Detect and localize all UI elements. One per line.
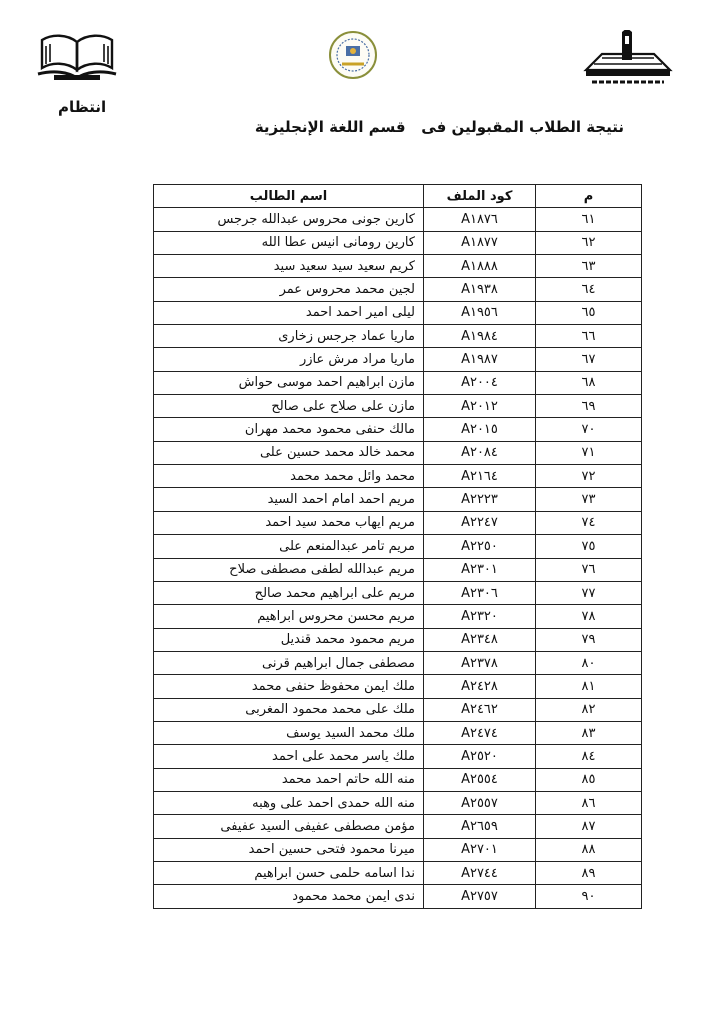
row-number-cell: ٦٦: [536, 325, 642, 348]
student-name-cell: كريم سعيد سيد سعيد سيد: [154, 255, 424, 278]
row-number-cell: ٨٤: [536, 745, 642, 768]
file-code-cell: A١٩٥٦: [424, 301, 536, 324]
student-name-cell: مريم على ابراهيم محمد صالح: [154, 581, 424, 604]
table-row: [154, 535, 642, 558]
student-name-cell: كارين رومانى انيس عطا الله: [154, 231, 424, 254]
table-row: [154, 231, 642, 254]
file-code-cell: A٢٤٦٢: [424, 698, 536, 721]
table-row: [154, 581, 642, 604]
table-row: [154, 815, 642, 838]
student-name-cell: مازن ابراهيم احمد موسى حواش: [154, 371, 424, 394]
file-code-cell: A١٨٧٦: [424, 208, 536, 231]
file-code-cell: A١٨٧٧: [424, 231, 536, 254]
row-number-cell: ٨١: [536, 675, 642, 698]
student-name-cell: ماريا مراد مرش عازر: [154, 348, 424, 371]
row-number-cell: ٧٥: [536, 535, 642, 558]
table-row: [154, 768, 642, 791]
file-code-cell: A٢٥٥٧: [424, 791, 536, 814]
file-code-cell: A٢٧٥٧: [424, 885, 536, 908]
student-name-cell: مؤمن مصطفى عفيفى السيد عفيفى: [154, 815, 424, 838]
page-title: نتيجة الطلاب المقبولين فى قسم اللغة الإنجليزية: [254, 118, 624, 136]
student-name-cell: لجين محمد محروس عمر: [154, 278, 424, 301]
row-number-cell: ٨٩: [536, 861, 642, 884]
row-number-cell: ٨٠: [536, 651, 642, 674]
file-code-cell: A٢٥٥٤: [424, 768, 536, 791]
accepted-students-table: [153, 184, 642, 909]
file-code-cell: A٢٠١٢: [424, 395, 536, 418]
row-number-cell: ٧٧: [536, 581, 642, 604]
table-row: [154, 278, 642, 301]
file-code-cell: A٢٧٠١: [424, 838, 536, 861]
table-body: [154, 208, 642, 908]
student-name-cell: محمد خالد محمد حسين على: [154, 441, 424, 464]
table-row: [154, 255, 642, 278]
row-number-cell: ٨٥: [536, 768, 642, 791]
table-row: [154, 208, 642, 231]
faculty-seal-logo-icon: [328, 30, 378, 80]
file-code-cell: A٢٤٧٤: [424, 721, 536, 744]
file-code-cell: A٢٢٢٣: [424, 488, 536, 511]
table-row: [154, 745, 642, 768]
student-name-cell: مريم عبدالله لطفى مصطفى صلاح: [154, 558, 424, 581]
file-code-cell: A٢٣٠١: [424, 558, 536, 581]
row-number-cell: ٨٣: [536, 721, 642, 744]
row-number-cell: ٦٢: [536, 231, 642, 254]
student-name-cell: مريم محسن محروس ابراهيم: [154, 605, 424, 628]
table-row: [154, 558, 642, 581]
student-name-cell: ملك محمد السيد يوسف: [154, 721, 424, 744]
table-row: [154, 605, 642, 628]
file-code-cell: A٢٥٢٠: [424, 745, 536, 768]
column-header-number: م: [536, 185, 642, 208]
file-code-cell: A٢٠٨٤: [424, 441, 536, 464]
row-number-cell: ٨٧: [536, 815, 642, 838]
student-name-cell: ماريا عماد جرجس زخارى: [154, 325, 424, 348]
row-number-cell: ٦٣: [536, 255, 642, 278]
table-row: [154, 441, 642, 464]
file-code-cell: A٢٣٢٠: [424, 605, 536, 628]
student-name-cell: منه الله حاتم احمد محمد: [154, 768, 424, 791]
column-header-student-name: اسم الطالب: [154, 185, 424, 208]
student-name-cell: مريم محمود محمد قنديل: [154, 628, 424, 651]
student-name-cell: ملك ياسر محمد على احمد: [154, 745, 424, 768]
row-number-cell: ٧١: [536, 441, 642, 464]
student-name-cell: مريم احمد امام احمد السيد: [154, 488, 424, 511]
student-name-cell: ملك على محمد محمود المغربى: [154, 698, 424, 721]
row-number-cell: ٦١: [536, 208, 642, 231]
table-row: [154, 791, 642, 814]
file-code-cell: A٢٧٤٤: [424, 861, 536, 884]
table-row: [154, 698, 642, 721]
file-code-cell: A٢٢٤٧: [424, 511, 536, 534]
student-name-cell: مصطفى جمال ابراهيم قرنى: [154, 651, 424, 674]
student-name-cell: منه الله حمدى احمد على وهبه: [154, 791, 424, 814]
file-code-cell: A١٩٨٧: [424, 348, 536, 371]
row-number-cell: ٨٦: [536, 791, 642, 814]
study-mode-label: انتظام: [58, 98, 107, 116]
file-code-cell: A٢٠١٥: [424, 418, 536, 441]
table-row: [154, 838, 642, 861]
row-number-cell: ٧٦: [536, 558, 642, 581]
table-header-row: [154, 185, 642, 208]
table-row: [154, 675, 642, 698]
file-code-cell: A١٩٣٨: [424, 278, 536, 301]
row-number-cell: ٧٤: [536, 511, 642, 534]
row-number-cell: ٦٨: [536, 371, 642, 394]
row-number-cell: ٨٢: [536, 698, 642, 721]
file-code-cell: A١٩٨٤: [424, 325, 536, 348]
row-number-cell: ٦٤: [536, 278, 642, 301]
row-number-cell: ٧٣: [536, 488, 642, 511]
file-code-cell: A٢٣٠٦: [424, 581, 536, 604]
row-number-cell: ٧٨: [536, 605, 642, 628]
file-code-cell: A٢٤٢٨: [424, 675, 536, 698]
student-name-cell: محمد وائل محمد محمد: [154, 465, 424, 488]
student-name-cell: مريم تامر عبدالمنعم على: [154, 535, 424, 558]
open-book-logo-icon: [34, 28, 120, 84]
university-building-logo-icon: [582, 30, 674, 88]
table-row: [154, 721, 642, 744]
file-code-cell: A٢٠٠٤: [424, 371, 536, 394]
student-name-cell: ندى ايمن محمد محمود: [154, 885, 424, 908]
row-number-cell: ٨٨: [536, 838, 642, 861]
table-row: [154, 348, 642, 371]
row-number-cell: ٦٧: [536, 348, 642, 371]
student-name-cell: كارين جونى محروس عبدالله جرجس: [154, 208, 424, 231]
row-number-cell: ٦٩: [536, 395, 642, 418]
table-row: [154, 371, 642, 394]
file-code-cell: A٢١٦٤: [424, 465, 536, 488]
table-row: [154, 651, 642, 674]
row-number-cell: ٧٩: [536, 628, 642, 651]
student-name-cell: مالك حنفى محمود محمد مهران: [154, 418, 424, 441]
student-name-cell: مريم ايهاب محمد سيد احمد: [154, 511, 424, 534]
table-row: [154, 395, 642, 418]
student-name-cell: مازن على صلاح على صالح: [154, 395, 424, 418]
file-code-cell: A٢٣٧٨: [424, 651, 536, 674]
student-name-cell: ملك ايمن محفوظ حنفى محمد: [154, 675, 424, 698]
file-code-cell: A١٨٨٨: [424, 255, 536, 278]
table-row: [154, 885, 642, 908]
file-code-cell: A٢٣٤٨: [424, 628, 536, 651]
table-row: [154, 488, 642, 511]
table-row: [154, 861, 642, 884]
file-code-cell: A٢٦٥٩: [424, 815, 536, 838]
row-number-cell: ٦٥: [536, 301, 642, 324]
table-row: [154, 465, 642, 488]
table-row: [154, 628, 642, 651]
column-header-file-code: كود الملف: [424, 185, 536, 208]
table-row: [154, 511, 642, 534]
row-number-cell: ٧٠: [536, 418, 642, 441]
file-code-cell: A٢٢٥٠: [424, 535, 536, 558]
student-name-cell: ليلى امير احمد احمد: [154, 301, 424, 324]
student-name-cell: ندا اسامه حلمى حسن ابراهيم: [154, 861, 424, 884]
table-row: [154, 325, 642, 348]
student-name-cell: ميرنا محمود فتحى حسين احمد: [154, 838, 424, 861]
row-number-cell: ٧٢: [536, 465, 642, 488]
table-row: [154, 418, 642, 441]
table-row: [154, 301, 642, 324]
row-number-cell: ٩٠: [536, 885, 642, 908]
